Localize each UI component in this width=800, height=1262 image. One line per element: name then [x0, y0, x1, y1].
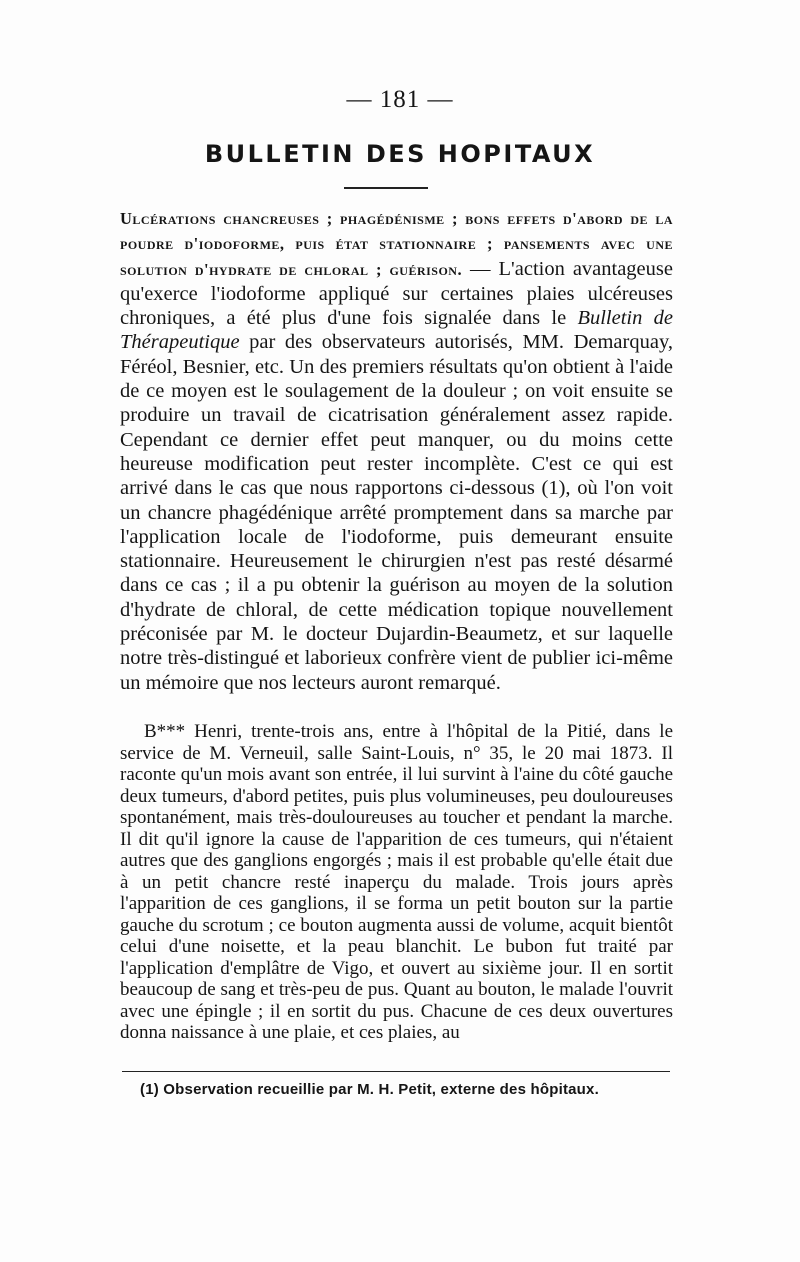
header-rule — [344, 187, 428, 189]
footnote: (1) Observation recueillie par M. H. Petit, externe des hôpitaux. — [140, 1081, 599, 1098]
running-head: BULLETIN DES HOPITAUX — [204, 140, 596, 168]
article-title: Ulcérations chancreuses ; phagédénisme ; bons effets d'abord de la poudre d'iodoforme, puis état stationnaire ; pansements avec une solution d'hydrate de chloral ; guérison. — [120, 209, 673, 279]
journal-name: Bulletin de Thérapeutique — [120, 307, 673, 354]
intro-text-continued: par des observateurs autorisés, MM. Demarquay, Féréol, Besnier, etc. Un des premiers résultats qu'on obtient à l'aide de ce moyen est le soulagement de la douleur ; on voit ensuite se produire un travail de cicatrisation généralement assez rapide. Cependant ce dernier effet peut manquer, ou du moins cette heureuse modification peut rester incomplète. C'est ce qui est arrivé dans le cas que nous rapportons ci-dessous (1), où l'on voit un chancre phagédénique arrêté promptement dans sa marche par l'application locale de l'iodoforme, puis demeurant ensuite stationnaire. Heureusement le chirurgien n'est pas resté désarmé dans ce cas ; il a pu obtenir la guérison au moyen de la solution d'hydrate de chloral, de cette médication topique nouvellement préconisée par M. le docteur Dujardin-Beaumetz, et sur laquelle notre très-distingué et laborieux confrère vient de publier ici-même un mémoire que nos lecteurs auront remarqué. — [120, 331, 673, 694]
intro-paragraph — [120, 206, 673, 695]
intro-text: — L'action avantageuse qu'exerce l'iodoforme appliqué sur certaines plaies ulcéreuses chroniques, a été plus d'une fois signalée dans le — [120, 257, 673, 330]
footnote-rule — [122, 1071, 670, 1072]
observation-paragraph: B*** Henri, trente-trois ans, entre à l'hôpital de la Pitié, dans le service de M. Verneuil, salle Saint-Louis, n° 35, le 20 mai 1873. Il raconte qu'un mois avant son entrée, il lui survint à l'aine du côté gauche deux tumeurs, d'abord petites, puis plus volumineuses, peu douloureuses spontanément, mais très-douloureuses au toucher et pendant la marche. Il dit qu'il ignore la cause de l'apparition de ces tumeurs, qui n'étaient autres que des ganglions engorgés ; mais il est probable qu'elle était due à un petit chancre resté inaperçu du malade. Trois jours après l'apparition de ces ganglions, il se forma un petit bouton sur la partie gauche du scrotum ; ce bouton augmenta aussi de volume, acquit bientôt celui d'une noisette, et la peau blanchit. Le bubon fut traité par l'application d'emplâtre de Vigo, et ouvert au sixième jour. Il en sortit beaucoup de sang et très-peu de pus. Quant au bouton, le malade l'ouvrit avec une épingle ; il en sortit du pus. Chacune de ces deux ouvertures donna naissance à une plaie, et ces plaies, au — [120, 721, 673, 1043]
page-number: — 181 — — [346, 86, 454, 113]
